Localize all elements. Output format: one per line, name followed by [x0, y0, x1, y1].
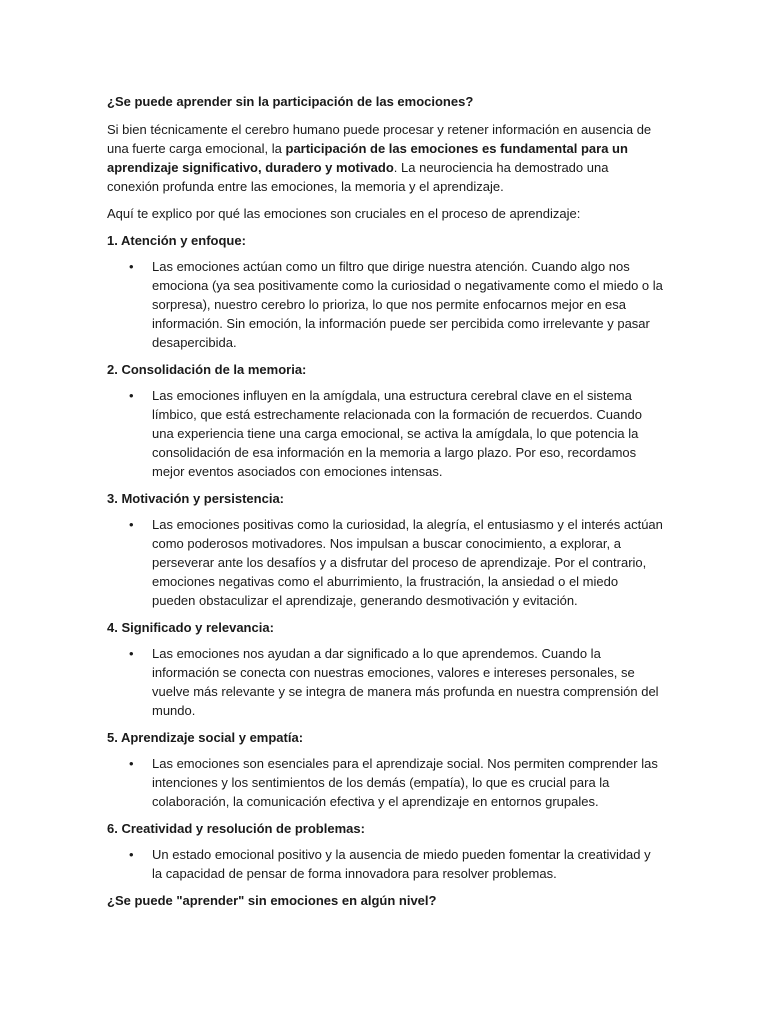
bullet-icon: •	[129, 517, 134, 532]
section-3	[107, 489, 663, 610]
bullet-icon: •	[129, 646, 134, 661]
section-5	[107, 728, 663, 811]
bullet-text: Las emociones positivas como la curiosidad, la alegría, el entusiasmo y el interés actúan como poderosos motivadores. Nos impulsan a buscar conocimiento, a explorar, a perseverar ante los desafíos y a disfrutar del proceso de aprendizaje. Por el contrario, emociones negativas como el aburrimiento, la frustración, la ansiedad o el miedo pueden obstaculizar el aprendizaje, generando desmotivación y evitación.	[152, 517, 663, 608]
intro-text-2: . La neurociencia ha demostrado una conexión profunda entre las emociones, la memoria y el aprendizaje.	[107, 160, 609, 194]
bullet-icon: •	[129, 388, 134, 403]
section-heading: 2. Consolidación de la memoria:	[107, 362, 307, 377]
bullet-icon: •	[129, 847, 134, 862]
intro-text-1: Si bien técnicamente el cerebro humano puede procesar y retener información en ausencia de una fuerte carga emocional, la	[107, 122, 652, 156]
list-item	[107, 257, 663, 352]
closing-question: ¿Se puede "aprender" sin emociones en algún nivel?	[107, 893, 437, 908]
section-heading: 4. Significado y relevancia:	[107, 620, 274, 635]
section-heading: 5. Aprendizaje social y empatía:	[107, 730, 304, 745]
bullet-list	[107, 754, 663, 811]
lead-paragraph: Aquí te explico por qué las emociones son cruciales en el proceso de aprendizaje:	[107, 206, 581, 221]
list-item	[107, 515, 663, 610]
bullet-icon: •	[129, 259, 134, 274]
list-item	[107, 386, 663, 481]
list-item	[107, 644, 663, 720]
bullet-icon: •	[129, 756, 134, 771]
bullet-text: Las emociones influyen en la amígdala, una estructura cerebral clave en el sistema límbico, que está estrechamente relacionada con la formación de recuerdos. Cuando una experiencia tiene una carga emocional, se activa la amígdala, lo que potencia la consolidación de esa información en la memoria a largo plazo. Por eso, recordamos mejor eventos asociados con emociones intensas.	[152, 388, 642, 479]
bullet-text: Las emociones nos ayudan a dar significado a lo que aprendemos. Cuando la información se conecta con nuestras emociones, valores e intereses personales, se vuelve más relevante y se integra de manera más profunda en nuestra comprensión del mundo.	[152, 646, 659, 718]
bullet-text: Las emociones actúan como un filtro que dirige nuestra atención. Cuando algo nos emociona (ya sea positivamente como la curiosidad o negativamente como el miedo o la sorpresa), nuestro cerebro lo prioriza, lo que nos permite enfocarnos mejor en esa información. Sin emoción, la información puede ser percibida como irrelevante y pasar desapercibida.	[152, 259, 663, 350]
list-item	[107, 845, 663, 883]
bullet-text: Las emociones son esenciales para el aprendizaje social. Nos permiten comprender las intenciones y los sentimientos de los demás (empatía), lo que es crucial para la colaboración, la comunicación efectiva y el aprendizaje en entornos grupales.	[152, 756, 658, 809]
document-page	[107, 92, 663, 910]
section-heading: 1. Atención y enfoque:	[107, 233, 246, 248]
bullet-list	[107, 845, 663, 883]
section-6	[107, 819, 663, 883]
section-1	[107, 231, 663, 352]
bullet-list	[107, 257, 663, 352]
section-2	[107, 360, 663, 481]
document-title: ¿Se puede aprender sin la participación de las emociones?	[107, 94, 474, 109]
section-heading: 6. Creatividad y resolución de problemas:	[107, 821, 365, 836]
intro-paragraph	[107, 120, 663, 196]
section-4	[107, 618, 663, 720]
intro-bold-text: participación de las emociones es fundamental para un aprendizaje significativo, duradero y motivado	[107, 141, 628, 175]
bullet-text: Un estado emocional positivo y la ausencia de miedo pueden fomentar la creatividad y la capacidad de pensar de forma innovadora para resolver problemas.	[152, 847, 651, 881]
bullet-list	[107, 386, 663, 481]
bullet-list	[107, 515, 663, 610]
section-heading: 3. Motivación y persistencia:	[107, 491, 285, 506]
list-item	[107, 754, 663, 811]
bullet-list	[107, 644, 663, 720]
